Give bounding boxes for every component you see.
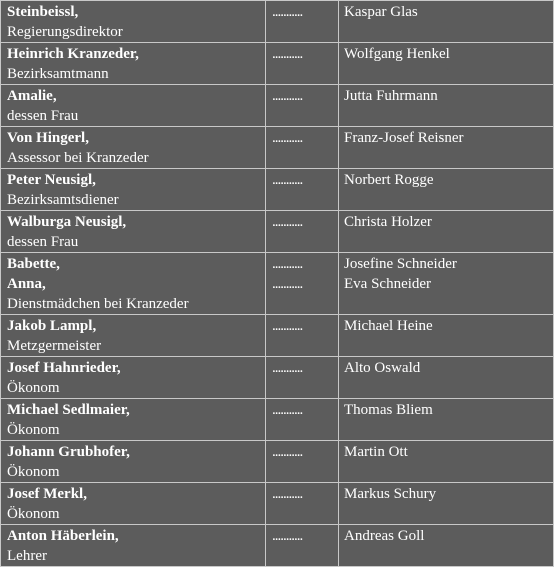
role-description: Ökonom [7,422,60,438]
role-name: Steinbeissl, [7,4,79,20]
dot-leader: ........... [272,276,303,292]
role-description: Assessor bei Kranzeder [7,150,149,166]
role-description: dessen Frau [7,108,79,124]
actor-cell [339,483,554,525]
actor-cell [339,253,554,315]
role-cell [1,357,266,399]
role-name: Babette, [7,256,60,272]
role-name: Anna, [7,276,46,292]
table-row [1,483,554,525]
role-description: Bezirksamtmann [7,66,109,82]
actor-cell [339,315,554,357]
dot-leader: ........... [272,88,303,104]
role-description: Ökonom [7,380,60,396]
actor-name: Christa Holzer [344,214,432,230]
actor-name: Norbert Rogge [344,172,434,188]
role-name: Michael Sedlmaier, [7,402,130,418]
role-cell [1,169,266,211]
table-row [1,315,554,357]
role-cell [1,1,266,43]
actor-name: Kaspar Glas [344,4,418,20]
role-cell [1,441,266,483]
role-name: Heinrich Kranzeder, [7,46,139,62]
dot-leader: ........... [272,172,303,188]
dot-leader: ........... [272,130,303,146]
dot-leader-cell [266,127,339,169]
table-row [1,1,554,43]
dot-leader: ........... [272,4,303,20]
dot-leader-cell [266,85,339,127]
dot-leader-cell [266,399,339,441]
role-description: dessen Frau [7,234,79,250]
role-name: Anton Häberlein, [7,528,119,544]
role-name: Josef Merkl, [7,486,87,502]
role-cell [1,43,266,85]
table-row [1,43,554,85]
dot-leader-cell [266,43,339,85]
role-name: Jakob Lampl, [7,318,97,334]
dot-leader-cell [266,1,339,43]
role-cell [1,525,266,567]
table-row [1,169,554,211]
role-name: Johann Grubhofer, [7,444,130,460]
role-description: Ökonom [7,464,60,480]
dot-leader-cell [266,169,339,211]
actor-name: Martin Ott [344,444,408,460]
table-row [1,357,554,399]
role-description: Metzgermeister [7,338,102,354]
actor-cell [339,441,554,483]
table-row [1,127,554,169]
actor-name: Andreas Goll [344,528,425,544]
role-name: Peter Neusigl, [7,172,96,188]
dot-leader: ........... [272,318,303,334]
dot-leader-cell [266,315,339,357]
role-cell [1,399,266,441]
dot-leader: ........... [272,402,303,418]
role-name: Walburga Neusigl, [7,214,127,230]
table-row [1,399,554,441]
role-cell [1,127,266,169]
role-name: Amalie, [7,88,57,104]
dot-leader-cell [266,525,339,567]
dot-leader: ........... [272,360,303,376]
table-row [1,211,554,253]
actor-cell [339,399,554,441]
table-row [1,525,554,567]
dot-leader-cell [266,357,339,399]
actor-cell [339,43,554,85]
actor-cell [339,357,554,399]
dot-leader: ........... [272,444,303,460]
actor-cell [339,85,554,127]
role-cell [1,211,266,253]
role-cell [1,85,266,127]
actor-cell [339,127,554,169]
dot-leader: ........... [272,256,303,272]
actor-name: Thomas Bliem [344,402,433,418]
dot-leader: ........... [272,528,303,544]
dot-leader-cell [266,483,339,525]
dot-leader: ........... [272,46,303,62]
actor-name: Wolfgang Henkel [344,46,450,62]
role-cell [1,253,266,315]
actor-name: Michael Heine [344,318,433,334]
actor-name: Jutta Fuhrmann [344,88,438,104]
table-row [1,85,554,127]
dot-leader: ........... [272,486,303,502]
actor-cell [339,169,554,211]
role-name: Josef Hahnrieder, [7,360,121,376]
role-description: Regierungsdirektor [7,24,123,40]
role-description: Ökonom [7,506,60,522]
actor-name: Markus Schury [344,486,437,502]
actor-name: Josefine Schneider [344,256,457,272]
dot-leader-cell [266,441,339,483]
actor-cell [339,1,554,43]
table-row [1,441,554,483]
role-description: Lehrer [7,548,47,564]
role-description: Dienstmädchen bei Kranzeder [7,296,189,312]
actor-name: Alto Oswald [344,360,421,376]
actor-cell [339,525,554,567]
dot-leader-cell [266,211,339,253]
actor-name: Franz-Josef Reisner [344,130,464,146]
table-row [1,253,554,315]
actor-name: Eva Schneider [344,276,432,292]
role-cell [1,315,266,357]
cast-list-body [1,1,554,567]
role-name: Von Hingerl, [7,130,89,146]
dot-leader-cell [266,253,339,315]
role-cell [1,483,266,525]
role-description: Bezirksamtsdiener [7,192,119,208]
dot-leader: ........... [272,214,303,230]
actor-cell [339,211,554,253]
